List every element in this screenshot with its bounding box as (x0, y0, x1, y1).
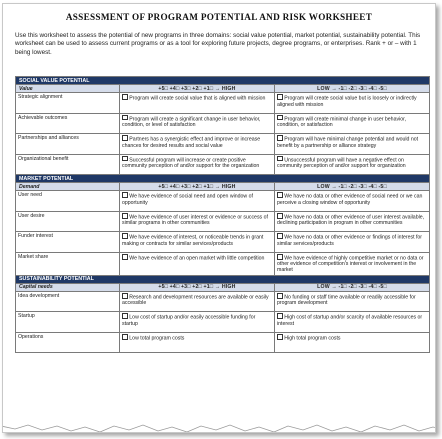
low-description-text: We have no data or other evidence of user interest available, declining participation in program in other communities (277, 214, 425, 227)
criterion-row (16, 332, 430, 353)
checkbox-icon[interactable] (122, 293, 128, 299)
checkbox-icon[interactable] (122, 94, 128, 100)
checkbox-icon[interactable] (277, 293, 283, 299)
high-description-cell (120, 232, 275, 253)
criterion-row (16, 154, 430, 175)
category-header-row (16, 183, 430, 191)
low-description-cell (275, 252, 430, 275)
worksheet-page (2, 3, 436, 433)
checkbox-icon[interactable] (277, 192, 283, 198)
high-description-cell (120, 291, 275, 312)
low-description-cell (275, 332, 430, 353)
low-description-cell (275, 191, 430, 212)
section-header (16, 77, 430, 85)
high-description-text: Successful program will increase or create positive community perception of and/or support for the organization (122, 157, 260, 170)
low-description-cell (275, 113, 430, 134)
criterion-row (16, 134, 430, 155)
low-description-cell (275, 312, 430, 333)
low-description-cell (275, 211, 430, 232)
section-title: SOCIAL VALUE POTENTIAL (16, 77, 430, 85)
checkbox-icon[interactable] (122, 254, 128, 260)
criterion-label: Operations (16, 332, 120, 353)
category-label: Capital needs (16, 283, 120, 291)
low-description-text: High total program costs (284, 335, 341, 342)
high-description-cell (120, 154, 275, 175)
high-description-cell (120, 211, 275, 232)
low-scale-header: LOW → -1□ -2□ -3□ -4□ -5□ (275, 283, 430, 291)
checkbox-icon[interactable] (122, 135, 128, 141)
high-description-cell (120, 93, 275, 114)
low-description-text: No funding or staff time available or readily accessible for program development (277, 294, 416, 307)
worksheet-title: ASSESSMENT OF PROGRAM POTENTIAL AND RISK WORKSHEET (65, 12, 373, 22)
high-description-text: Low total program costs (129, 335, 185, 342)
criterion-label: Funder interest (16, 232, 120, 253)
high-description-cell (120, 312, 275, 333)
low-description-cell (275, 291, 430, 312)
high-description-cell (120, 113, 275, 134)
criterion-row (16, 113, 430, 134)
high-description-cell (120, 134, 275, 155)
checkbox-icon[interactable] (122, 192, 128, 198)
criterion-row (16, 93, 430, 114)
high-scale-header: +5□ +4□ +3□ +2□ +1□ → HIGH (120, 183, 275, 191)
low-description-text: We have evidence of highly competitive market or no data or other evidence of competition's interest or involvement in the market (277, 255, 424, 274)
criterion-label: Strategic alignment (16, 93, 120, 114)
low-description-text: Program will create social value but is loosely or indirectly aligned with mission (277, 95, 417, 108)
high-description-text: Research and development resources are available or easily accessible (122, 294, 269, 307)
low-description-cell (275, 154, 430, 175)
criterion-label: User desire (16, 211, 120, 232)
high-description-text: We have evidence of user interest or evidence or success of similar programs in other communities (122, 214, 268, 227)
high-description-cell (120, 332, 275, 353)
checkbox-icon[interactable] (277, 313, 283, 319)
low-description-cell (275, 232, 430, 253)
category-label: Value (16, 85, 120, 93)
low-description-text: Program will create minimal change in user behavior, condition, or satisfaction (277, 116, 406, 129)
high-description-cell (120, 191, 275, 212)
high-description-cell (120, 252, 275, 275)
low-description-text: High cost of startup and/or scarcity of available resources or interest (277, 314, 423, 327)
low-description-text: Unsuccessful program will have a negative effect on community perception of and/or support for organization (277, 157, 406, 170)
low-description-cell (275, 134, 430, 155)
checkbox-icon[interactable] (122, 233, 128, 239)
low-description-text: Program will have minimal change potential and would not benefit by a partnership or alliance strategy (277, 136, 419, 149)
low-description-cell (275, 93, 430, 114)
section-title: MARKET POTENTIAL (16, 175, 430, 183)
checkbox-icon[interactable] (122, 115, 128, 121)
checkbox-icon[interactable] (122, 334, 128, 340)
criterion-label: Startup (16, 312, 120, 333)
category-label: Demand (16, 183, 120, 191)
criterion-row (16, 232, 430, 253)
checkbox-icon[interactable] (277, 135, 283, 141)
high-scale-header: +5□ +4□ +3□ +2□ +1□ → HIGH (120, 283, 275, 291)
high-description-text: Partners has a synergistic effect and improve or increase chances for desired results and social value (122, 136, 261, 149)
intro-paragraph: Use this worksheet to assess the potential of new programs in three domains: social value potential, market potential, sustainability potential. This worksheet can be used to assess current programs or as a tool for exploring future projects, degree programs, or enterprises. Rank + or – with 1 being lowest. (15, 32, 421, 56)
low-scale-header: LOW → -1□ -2□ -3□ -4□ -5□ (275, 85, 430, 93)
checkbox-icon[interactable] (122, 313, 128, 319)
high-description-text: We have evidence of interest, or noticeable trends in grant making or contracts for similar services/products (122, 234, 264, 247)
criterion-row (16, 312, 430, 333)
criterion-row (16, 211, 430, 232)
assessment-table (15, 76, 430, 353)
checkbox-icon[interactable] (277, 115, 283, 121)
criterion-label: User need (16, 191, 120, 212)
high-description-text: We have evidence of social need and open window of opportunity (122, 193, 253, 206)
high-description-text: We have evidence of an open market with little competition (129, 255, 265, 262)
section-header (16, 175, 430, 183)
category-header-row (16, 85, 430, 93)
criterion-label: Partnerships and alliances (16, 134, 120, 155)
criterion-row (16, 252, 430, 275)
high-description-text: Program will create social value that is aligned with mission (129, 95, 266, 102)
criterion-row (16, 191, 430, 212)
high-scale-header: +5□ +4□ +3□ +2□ +1□ → HIGH (120, 85, 275, 93)
section-title: SUSTAINABILITY POTENTIAL (16, 275, 430, 283)
torn-page-edge (2, 420, 436, 433)
criterion-label: Achievable outcomes (16, 113, 120, 134)
section-header (16, 275, 430, 283)
criterion-label: Idea development (16, 291, 120, 312)
checkbox-icon[interactable] (277, 334, 283, 340)
checkbox-icon[interactable] (277, 94, 283, 100)
category-header-row (16, 283, 430, 291)
checkbox-icon[interactable] (122, 156, 128, 162)
low-scale-header: LOW → -1□ -2□ -3□ -4□ -5□ (275, 183, 430, 191)
criterion-label: Market share (16, 252, 120, 275)
checkbox-icon[interactable] (277, 156, 283, 162)
checkbox-icon[interactable] (122, 213, 128, 219)
low-description-text: We have no data or other evidence or findings of interest for similar services/products (277, 234, 423, 247)
low-description-text: We have no data or other evidence of social need or we can perceive a closing window of opportunity (277, 193, 423, 206)
checkbox-icon[interactable] (277, 254, 283, 260)
checkbox-icon[interactable] (277, 233, 283, 239)
criterion-row (16, 291, 430, 312)
high-description-text: Program will create a significant change in user behavior, condition, or level of satisfaction (122, 116, 261, 129)
checkbox-icon[interactable] (277, 213, 283, 219)
high-description-text: Low cost of startup and/or easily accessible funding for startup (122, 314, 256, 327)
criterion-label: Organizational benefit (16, 154, 120, 175)
